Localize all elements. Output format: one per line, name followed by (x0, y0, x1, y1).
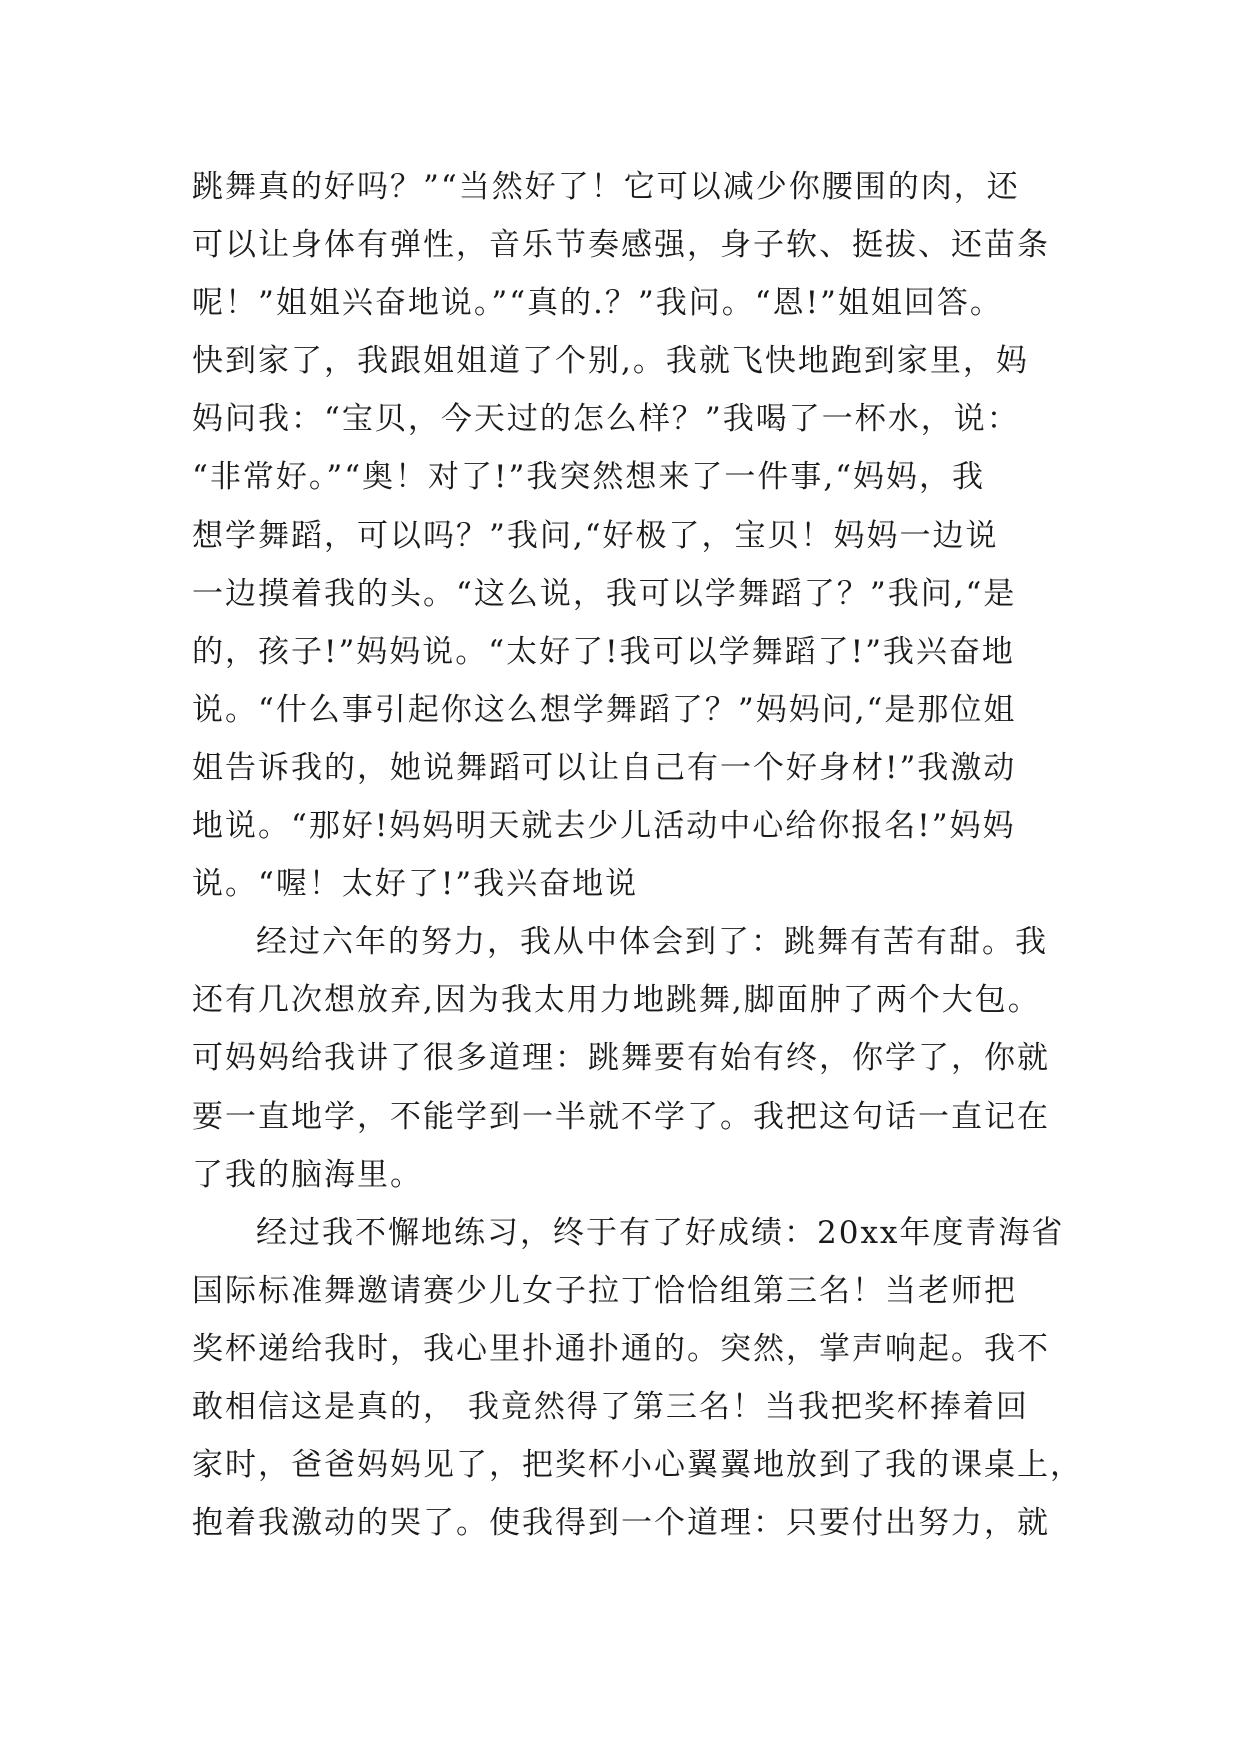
paragraph-start-line: 经过我不懈地练习，终于有了好成绩：20xx年度青海省 (256, 1214, 1065, 1251)
text-line: 抱着我激动的哭了。使我得到一个道理：只要付出努力，就 (192, 1505, 1050, 1542)
text-line: 说。“喔！太好了!”我兴奋地说 (192, 866, 639, 903)
text-line: 国际标准舞邀请赛少儿女子拉丁恰恰组第三名！当老师把 (192, 1272, 1017, 1309)
text-line: 呢！”姐姐兴奋地说。”“真的.？”我问。“恩!”姐姐回答。 (192, 285, 1003, 322)
text-line: 奖杯递给我时，我心里扑通扑通的。突然，掌声响起。我不 (192, 1330, 1050, 1367)
text-line: 可以让身体有弹性，音乐节奏感强，身子软、挺拔、还苗条 (192, 227, 1050, 264)
text-line: 说。“什么事引起你这么想学舞蹈了？”妈妈问,“是那位姐 (192, 691, 1017, 728)
paragraph-start-line: 经过六年的努力，我从中体会到了：跳舞有苦有甜。我 (256, 924, 1048, 961)
text-line: 还有几次想放弃,因为我太用力地跳舞,脚面肿了两个大包。 (192, 982, 1041, 1019)
text-line: 了我的脑海里。 (192, 1156, 423, 1193)
text-line: 家时，爸爸妈妈见了，把奖杯小心翼翼地放到了我的课桌上， (192, 1447, 1083, 1484)
text-line: 可妈妈给我讲了很多道理：跳舞要有始有终，你学了，你就 (192, 1040, 1050, 1077)
text-line: 的，孩子!”妈妈说。“太好了!我可以学舞蹈了!”我兴奋地 (192, 633, 1015, 670)
text-line: 敢相信这是真的， 我竟然得了第三名！当我把奖杯捧着回 (192, 1388, 1029, 1425)
text-line: 快到家了，我跟姐姐道了个别,。我就飞快地跑到家里，妈 (192, 343, 1029, 380)
text-line: 妈问我：“宝贝，今天过的怎么样？”我喝了一杯水，说： (192, 401, 1020, 438)
text-line: 一边摸着我的头。“这么说，我可以学舞蹈了？”我问,“是 (192, 575, 1017, 612)
text-line: 地说。“那好!妈妈明天就去少儿活动中心给你报名!”妈妈 (192, 808, 1016, 845)
text-line: 要一直地学，不能学到一半就不学了。我把这句话一直记在 (192, 1098, 1050, 1135)
text-line: “非常好。”“奥！对了!”我突然想来了一件事,“妈妈，我 (192, 459, 986, 496)
text-line: 跳舞真的好吗？”“当然好了！它可以减少你腰围的肉，还 (192, 169, 1020, 205)
document-body (192, 158, 1083, 1552)
text-line: 姐告诉我的，她说舞蹈可以让自己有一个好身材!”我激动 (192, 749, 1017, 786)
text-line: 想学舞蹈，可以吗？”我问,“好极了，宝贝！妈妈一边说 (192, 517, 999, 554)
